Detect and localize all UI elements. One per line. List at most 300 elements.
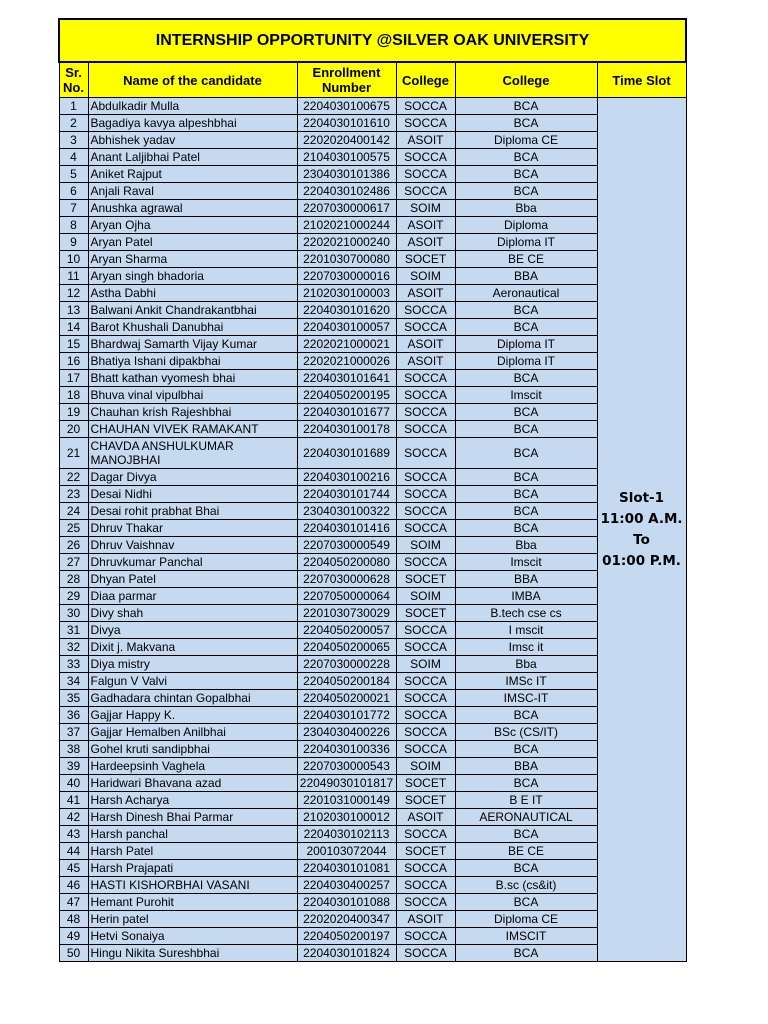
college-cell: SOCET [396, 571, 455, 588]
candidate-name-cell: Astha Dabhi [88, 285, 297, 302]
sr-no-cell: 15 [59, 336, 88, 353]
enrollment-number-cell: 2204030101081 [297, 860, 396, 877]
college-cell: SOCCA [396, 370, 455, 387]
candidate-name-cell: Dhruvkumar Panchal [88, 554, 297, 571]
table-row [59, 336, 686, 353]
table-row [59, 690, 686, 707]
college-cell: SOCCA [396, 149, 455, 166]
enrollment-number-cell: 2304030100322 [297, 503, 396, 520]
sr-no-cell: 22 [59, 469, 88, 486]
enrollment-number-cell: 2204030102113 [297, 826, 396, 843]
candidate-name-cell: Anjali Raval [88, 183, 297, 200]
table-row [59, 404, 686, 421]
college-cell: SOCCA [396, 520, 455, 537]
enrollment-number-cell: 2204050200197 [297, 928, 396, 945]
college-cell: SOIM [396, 200, 455, 217]
college-cell: ASOIT [396, 285, 455, 302]
candidate-name-cell: Abhishek yadav [88, 132, 297, 149]
table-row [59, 302, 686, 319]
college-cell: SOCCA [396, 860, 455, 877]
candidate-name-cell: Herin patel [88, 911, 297, 928]
enrollment-number-cell: 2207030000549 [297, 537, 396, 554]
enrollment-number-cell: 2204050200057 [297, 622, 396, 639]
program-cell: B E IT [455, 792, 597, 809]
enrollment-number-cell: 2207030000228 [297, 656, 396, 673]
program-cell: IMBA [455, 588, 597, 605]
table-row [59, 98, 686, 115]
enrollment-number-cell: 2207030000543 [297, 758, 396, 775]
program-cell: Imsc it [455, 639, 597, 656]
college-cell: SOCCA [396, 166, 455, 183]
sr-no-cell: 17 [59, 370, 88, 387]
enrollment-number-cell: 2207050000064 [297, 588, 396, 605]
program-cell: Diploma [455, 217, 597, 234]
sr-no-cell: 14 [59, 319, 88, 336]
table-row [59, 503, 686, 520]
sr-no-cell: 42 [59, 809, 88, 826]
sr-no-cell: 37 [59, 724, 88, 741]
candidate-name-cell: Aryan Patel [88, 234, 297, 251]
sr-no-cell: 19 [59, 404, 88, 421]
sr-no-cell: 5 [59, 166, 88, 183]
enrollment-number-cell: 2201030700080 [297, 251, 396, 268]
candidate-name-cell: Abdulkadir Mulla [88, 98, 297, 115]
table-row [59, 234, 686, 251]
enrollment-number-cell: 2204050200080 [297, 554, 396, 571]
enrollment-number-cell: 2204030101677 [297, 404, 396, 421]
header-college: College [396, 62, 455, 98]
program-cell: Imscit [455, 554, 597, 571]
table-row [59, 319, 686, 336]
sr-no-cell: 20 [59, 421, 88, 438]
candidate-name-cell: CHAVDA ANSHULKUMAR MANOJBHAI [88, 438, 297, 469]
program-cell: Diploma CE [455, 132, 597, 149]
sr-no-cell: 41 [59, 792, 88, 809]
sr-no-cell: 31 [59, 622, 88, 639]
college-cell: SOCCA [396, 928, 455, 945]
table-row [59, 251, 686, 268]
table-row [59, 707, 686, 724]
header-candidate-name: Name of the candidate [88, 62, 297, 98]
college-cell: ASOIT [396, 353, 455, 370]
table-row [59, 928, 686, 945]
program-cell: BE CE [455, 251, 597, 268]
table-row [59, 520, 686, 537]
candidate-name-cell: Falgun V Valvi [88, 673, 297, 690]
college-cell: SOCCA [396, 877, 455, 894]
program-cell: BCA [455, 486, 597, 503]
program-cell: Bba [455, 200, 597, 217]
program-cell: Imscit [455, 387, 597, 404]
table-row [59, 945, 686, 962]
table-row [59, 571, 686, 588]
college-cell: SOCCA [396, 945, 455, 962]
candidate-name-cell: Chauhan krish Rajeshbhai [88, 404, 297, 421]
table-row [59, 622, 686, 639]
college-cell: SOCCA [396, 673, 455, 690]
program-cell: BCA [455, 421, 597, 438]
table-row [59, 605, 686, 622]
enrollment-number-cell: 2202020400142 [297, 132, 396, 149]
table-row [59, 860, 686, 877]
program-cell: Diploma IT [455, 234, 597, 251]
table-row [59, 911, 686, 928]
program-cell: BCA [455, 775, 597, 792]
program-cell: BCA [455, 945, 597, 962]
program-cell: BCA [455, 469, 597, 486]
candidate-name-cell: Hemant Purohit [88, 894, 297, 911]
program-cell: Diploma IT [455, 336, 597, 353]
program-cell: BCA [455, 183, 597, 200]
college-cell: SOCCA [396, 503, 455, 520]
college-cell: SOIM [396, 758, 455, 775]
table-row [59, 183, 686, 200]
sr-no-cell: 50 [59, 945, 88, 962]
table-row [59, 639, 686, 656]
college-cell: SOCCA [396, 319, 455, 336]
college-cell: SOCCA [396, 387, 455, 404]
college-cell: SOCCA [396, 894, 455, 911]
sr-no-cell: 28 [59, 571, 88, 588]
program-cell: I mscit [455, 622, 597, 639]
table-row [59, 792, 686, 809]
sr-no-cell: 47 [59, 894, 88, 911]
table-row [59, 809, 686, 826]
enrollment-number-cell: 2204030101689 [297, 438, 396, 469]
program-cell: BCA [455, 166, 597, 183]
college-cell: SOIM [396, 537, 455, 554]
candidate-name-cell: Aryan Ojha [88, 217, 297, 234]
candidate-name-cell: Bagadiya kavya alpeshbhai [88, 115, 297, 132]
college-cell: SOCCA [396, 622, 455, 639]
college-cell: SOCCA [396, 741, 455, 758]
program-cell: BCA [455, 894, 597, 911]
header-row [59, 62, 686, 98]
table-row [59, 826, 686, 843]
enrollment-number-cell: 2102021000244 [297, 217, 396, 234]
sr-no-cell: 26 [59, 537, 88, 554]
time-slot-to: To [633, 531, 650, 548]
table-row [59, 166, 686, 183]
candidate-name-cell: Bhuva vinal vipulbhai [88, 387, 297, 404]
enrollment-number-cell: 2207030000016 [297, 268, 396, 285]
table-row [59, 741, 686, 758]
program-cell: BBA [455, 268, 597, 285]
enrollment-number-cell: 2204050200184 [297, 673, 396, 690]
candidate-name-cell: Bhardwaj Samarth Vijay Kumar [88, 336, 297, 353]
candidate-name-cell: Bhatiya Ishani dipakbhai [88, 353, 297, 370]
sr-no-cell: 11 [59, 268, 88, 285]
enrollment-number-cell: 2204050200065 [297, 639, 396, 656]
enrollment-number-cell: 2204030101416 [297, 520, 396, 537]
time-slot-start: 11:00 A.M. [600, 510, 683, 527]
college-cell: SOCCA [396, 826, 455, 843]
enrollment-number-cell: 2102030100003 [297, 285, 396, 302]
candidate-name-cell: Hingu Nikita Sureshbhai [88, 945, 297, 962]
program-cell: BCA [455, 149, 597, 166]
program-cell: IMSCIT [455, 928, 597, 945]
table-row [59, 537, 686, 554]
enrollment-number-cell: 2204030100216 [297, 469, 396, 486]
college-cell: SOCCA [396, 486, 455, 503]
program-cell: IMSc IT [455, 673, 597, 690]
candidate-name-cell: Harsh Dinesh Bhai Parmar [88, 809, 297, 826]
candidate-table [58, 18, 687, 962]
candidate-name-cell: Desai rohit prabhat Bhai [88, 503, 297, 520]
candidate-name-cell: HASTI KISHORBHAI VASANI [88, 877, 297, 894]
enrollment-number-cell: 2202021000240 [297, 234, 396, 251]
sr-no-cell: 9 [59, 234, 88, 251]
enrollment-number-cell: 2204030102486 [297, 183, 396, 200]
college-cell: SOCET [396, 605, 455, 622]
candidate-rows [59, 98, 686, 962]
program-cell: Bba [455, 537, 597, 554]
sr-no-cell: 36 [59, 707, 88, 724]
sr-no-cell: 8 [59, 217, 88, 234]
candidate-name-cell: Divy shah [88, 605, 297, 622]
header-time-slot: Time Slot [597, 62, 686, 98]
table-row [59, 217, 686, 234]
time-slot-cell [597, 98, 686, 962]
enrollment-number-cell: 2204050200021 [297, 690, 396, 707]
program-cell: BCA [455, 98, 597, 115]
table-row [59, 421, 686, 438]
college-cell: SOCCA [396, 724, 455, 741]
enrollment-number-cell: 22049030101817 [297, 775, 396, 792]
candidate-name-cell: Harsh Prajapati [88, 860, 297, 877]
candidate-name-cell: Gajjar Hemalben Anilbhai [88, 724, 297, 741]
sr-no-cell: 34 [59, 673, 88, 690]
college-cell: SOCET [396, 251, 455, 268]
college-cell: ASOIT [396, 336, 455, 353]
sr-no-cell: 25 [59, 520, 88, 537]
candidate-name-cell: Bhatt kathan vyomesh bhai [88, 370, 297, 387]
sr-no-cell: 16 [59, 353, 88, 370]
table-row [59, 588, 686, 605]
program-cell: BCA [455, 370, 597, 387]
college-cell: ASOIT [396, 234, 455, 251]
table-row [59, 149, 686, 166]
college-cell: ASOIT [396, 911, 455, 928]
sheet-title: INTERNSHIP OPPORTUNITY @SILVER OAK UNIVERSITY [59, 19, 686, 62]
table-row [59, 775, 686, 792]
table-row [59, 268, 686, 285]
program-cell: BCA [455, 404, 597, 421]
table-row [59, 353, 686, 370]
program-cell: BE CE [455, 843, 597, 860]
program-cell: AERONAUTICAL [455, 809, 597, 826]
table-row [59, 673, 686, 690]
candidate-name-cell: Diya mistry [88, 656, 297, 673]
program-cell: IMSC-IT [455, 690, 597, 707]
table-row [59, 370, 686, 387]
college-cell: SOCCA [396, 438, 455, 469]
college-cell: SOCCA [396, 421, 455, 438]
college-cell: SOCCA [396, 707, 455, 724]
program-cell: Diploma IT [455, 353, 597, 370]
enrollment-number-cell: 2207030000617 [297, 200, 396, 217]
internship-sheet [58, 18, 687, 962]
table-row [59, 438, 686, 469]
table-row [59, 200, 686, 217]
enrollment-number-cell: 2204030100336 [297, 741, 396, 758]
sr-no-cell: 2 [59, 115, 88, 132]
candidate-name-cell: Dhruv Vaishnav [88, 537, 297, 554]
college-cell: SOCET [396, 843, 455, 860]
sr-no-cell: 38 [59, 741, 88, 758]
college-cell: SOCCA [396, 690, 455, 707]
program-cell: BCA [455, 319, 597, 336]
enrollment-number-cell: 2204030101744 [297, 486, 396, 503]
program-cell: Diploma CE [455, 911, 597, 928]
table-row [59, 877, 686, 894]
enrollment-number-cell: 2204030101088 [297, 894, 396, 911]
table-row [59, 387, 686, 404]
enrollment-number-cell: 2304030101386 [297, 166, 396, 183]
sr-no-cell: 3 [59, 132, 88, 149]
table-row [59, 132, 686, 149]
program-cell: BCA [455, 503, 597, 520]
candidate-name-cell: Divya [88, 622, 297, 639]
table-row [59, 554, 686, 571]
college-cell: SOIM [396, 656, 455, 673]
candidate-name-cell: Gohel kruti sandipbhai [88, 741, 297, 758]
header-sr-no: Sr. No. [59, 62, 88, 98]
enrollment-number-cell: 2201030730029 [297, 605, 396, 622]
college-cell: SOCET [396, 792, 455, 809]
header-enrollment-number: Enrollment Number [297, 62, 396, 98]
sr-no-cell: 40 [59, 775, 88, 792]
table-row [59, 285, 686, 302]
candidate-name-cell: Aniket Rajput [88, 166, 297, 183]
enrollment-number-cell: 2204050200195 [297, 387, 396, 404]
candidate-name-cell: Harsh Patel [88, 843, 297, 860]
enrollment-number-cell: 2202020400347 [297, 911, 396, 928]
enrollment-number-cell: 2201031000149 [297, 792, 396, 809]
sr-no-cell: 46 [59, 877, 88, 894]
sr-no-cell: 35 [59, 690, 88, 707]
candidate-name-cell: Dhruv Thakar [88, 520, 297, 537]
table-row [59, 758, 686, 775]
enrollment-number-cell: 2204030101772 [297, 707, 396, 724]
candidate-name-cell: Aryan Sharma [88, 251, 297, 268]
sr-no-cell: 44 [59, 843, 88, 860]
enrollment-number-cell: 2104030100575 [297, 149, 396, 166]
candidate-name-cell: Balwani Ankit Chandrakantbhai [88, 302, 297, 319]
candidate-name-cell: CHAUHAN VIVEK RAMAKANT [88, 421, 297, 438]
sr-no-cell: 43 [59, 826, 88, 843]
sr-no-cell: 33 [59, 656, 88, 673]
sr-no-cell: 48 [59, 911, 88, 928]
sr-no-cell: 21 [59, 438, 88, 469]
table-row [59, 115, 686, 132]
program-cell: BCA [455, 438, 597, 469]
college-cell: SOCCA [396, 469, 455, 486]
sr-no-cell: 27 [59, 554, 88, 571]
program-cell: BCA [455, 302, 597, 319]
college-cell: SOCCA [396, 404, 455, 421]
program-cell: BCA [455, 520, 597, 537]
table-row [59, 724, 686, 741]
candidate-name-cell: Barot Khushali Danubhai [88, 319, 297, 336]
program-cell: BCA [455, 115, 597, 132]
candidate-name-cell: Hardeepsinh Vaghela [88, 758, 297, 775]
college-cell: SOIM [396, 588, 455, 605]
header-college-program: College [455, 62, 597, 98]
sr-no-cell: 13 [59, 302, 88, 319]
candidate-name-cell: Anant Laljibhai Patel [88, 149, 297, 166]
sr-no-cell: 29 [59, 588, 88, 605]
enrollment-number-cell: 2202021000026 [297, 353, 396, 370]
enrollment-number-cell: 2204030101610 [297, 115, 396, 132]
candidate-name-cell: Dagar Divya [88, 469, 297, 486]
enrollment-number-cell: 2304030400226 [297, 724, 396, 741]
enrollment-number-cell: 2204030100178 [297, 421, 396, 438]
candidate-name-cell: Anushka agrawal [88, 200, 297, 217]
college-cell: SOCCA [396, 183, 455, 200]
table-row [59, 894, 686, 911]
program-cell: BSc (CS/IT) [455, 724, 597, 741]
time-slot-end: 01:00 P.M. [602, 552, 681, 569]
enrollment-number-cell: 2204030101641 [297, 370, 396, 387]
sr-no-cell: 12 [59, 285, 88, 302]
enrollment-number-cell: 2204030100675 [297, 98, 396, 115]
candidate-name-cell: Hetvi Sonaiya [88, 928, 297, 945]
sr-no-cell: 24 [59, 503, 88, 520]
college-cell: SOCCA [396, 115, 455, 132]
sr-no-cell: 18 [59, 387, 88, 404]
table-row [59, 843, 686, 860]
program-cell: Aeronautical [455, 285, 597, 302]
enrollment-number-cell: 200103072044 [297, 843, 396, 860]
enrollment-number-cell: 2102030100012 [297, 809, 396, 826]
college-cell: ASOIT [396, 809, 455, 826]
college-cell: ASOIT [396, 217, 455, 234]
candidate-name-cell: Dhyan Patel [88, 571, 297, 588]
sr-no-cell: 30 [59, 605, 88, 622]
college-cell: SOIM [396, 268, 455, 285]
enrollment-number-cell: 2204030101824 [297, 945, 396, 962]
college-cell: SOCCA [396, 302, 455, 319]
sr-no-cell: 6 [59, 183, 88, 200]
program-cell: B.tech cse cs [455, 605, 597, 622]
college-cell: SOCCA [396, 554, 455, 571]
candidate-name-cell: Gadhadara chintan Gopalbhai [88, 690, 297, 707]
candidate-name-cell: Harsh Acharya [88, 792, 297, 809]
candidate-name-cell: Aryan singh bhadoria [88, 268, 297, 285]
enrollment-number-cell: 2204030100057 [297, 319, 396, 336]
sr-no-cell: 49 [59, 928, 88, 945]
program-cell: BCA [455, 707, 597, 724]
candidate-name-cell: Haridwari Bhavana azad [88, 775, 297, 792]
program-cell: BCA [455, 860, 597, 877]
college-cell: ASOIT [396, 132, 455, 149]
candidate-name-cell: Harsh panchal [88, 826, 297, 843]
enrollment-number-cell: 2204030101620 [297, 302, 396, 319]
candidate-name-cell: Diaa parmar [88, 588, 297, 605]
sr-no-cell: 1 [59, 98, 88, 115]
sr-no-cell: 39 [59, 758, 88, 775]
college-cell: SOCCA [396, 98, 455, 115]
table-row [59, 486, 686, 503]
program-cell: BCA [455, 826, 597, 843]
enrollment-number-cell: 2204030400257 [297, 877, 396, 894]
enrollment-number-cell: 2202021000021 [297, 336, 396, 353]
program-cell: BBA [455, 571, 597, 588]
candidate-name-cell: Desai Nidhi [88, 486, 297, 503]
enrollment-number-cell: 2207030000628 [297, 571, 396, 588]
table-row [59, 656, 686, 673]
